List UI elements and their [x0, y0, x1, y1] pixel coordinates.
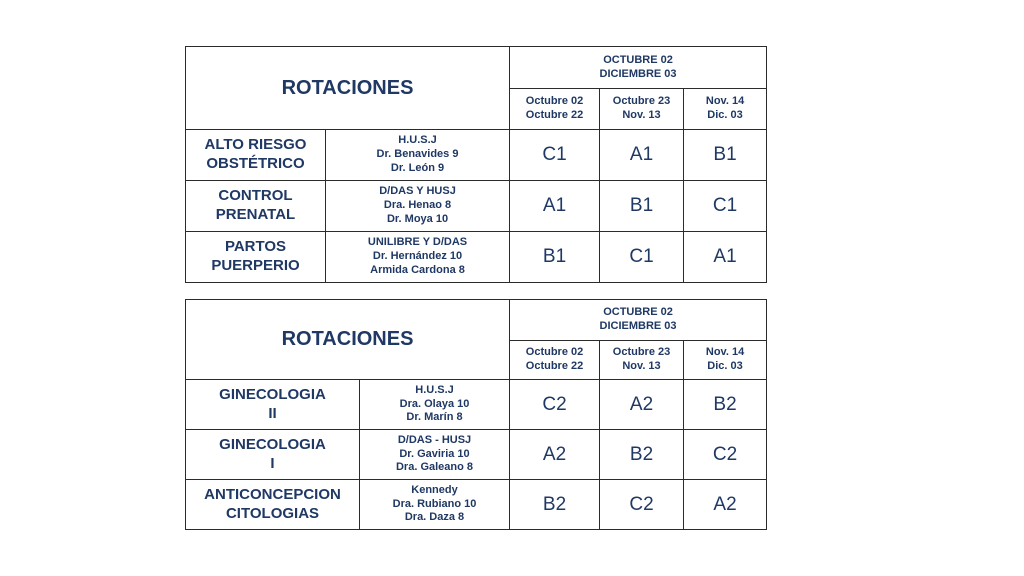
- table-row: [186, 380, 767, 430]
- group-cell: C2: [600, 480, 684, 530]
- group-cell: A1: [600, 130, 684, 181]
- group-cell: C2: [684, 430, 767, 480]
- group-cell: B2: [600, 430, 684, 480]
- table-row: [186, 430, 767, 480]
- group-cell: B1: [684, 130, 767, 181]
- group-cell: C1: [600, 232, 684, 283]
- subperiod-header: Octubre 02 Octubre 22: [510, 89, 600, 130]
- group-cell: A2: [600, 380, 684, 430]
- group-cell: A2: [510, 430, 600, 480]
- group-cell: C1: [510, 130, 600, 181]
- hospital-cell: UNILIBRE Y D/DAS Dr. Hernández 10 Armida Cardona 8: [326, 232, 510, 283]
- group-cell: A1: [510, 181, 600, 232]
- period-header: OCTUBRE 02 DICIEMBRE 03: [510, 300, 767, 341]
- hospital-cell: D/DAS - HUSJ Dr. Gaviria 10 Dra. Galeano 8: [360, 430, 510, 480]
- area-cell: GINECOLOGIA I: [186, 430, 360, 480]
- area-cell: ANTICONCEPCION CITOLOGIAS: [186, 480, 360, 530]
- table-title-cell: [186, 47, 510, 130]
- subperiod-header: Octubre 02 Octubre 22: [510, 341, 600, 380]
- group-cell: B1: [510, 232, 600, 283]
- group-cell: C1: [684, 181, 767, 232]
- group-cell: C2: [510, 380, 600, 430]
- hospital-cell: D/DAS Y HUSJ Dra. Henao 8 Dr. Moya 10: [326, 181, 510, 232]
- subperiod-header: Octubre 23 Nov. 13: [600, 89, 684, 130]
- table-row: [186, 480, 767, 530]
- table-title: ROTACIONES: [281, 328, 414, 350]
- group-cell: A1: [684, 232, 767, 283]
- group-cell: B1: [600, 181, 684, 232]
- subperiod-header: Nov. 14 Dic. 03: [684, 341, 767, 380]
- area-cell: PARTOS PUERPERIO: [186, 232, 326, 283]
- table-title-cell: [186, 300, 510, 380]
- table-title: ROTACIONES: [281, 76, 414, 99]
- table-row: [186, 232, 767, 283]
- subperiod-header: Octubre 23 Nov. 13: [600, 341, 684, 380]
- rotation-table-2: [185, 299, 767, 530]
- group-cell: A2: [684, 480, 767, 530]
- group-cell: B2: [510, 480, 600, 530]
- group-cell: B2: [684, 380, 767, 430]
- period-header: OCTUBRE 02 DICIEMBRE 03: [510, 47, 767, 89]
- area-cell: CONTROL PRENATAL: [186, 181, 326, 232]
- rotation-table-1: [185, 46, 767, 283]
- subperiod-header: Nov. 14 Dic. 03: [684, 89, 767, 130]
- hospital-cell: Kennedy Dra. Rubiano 10 Dra. Daza 8: [360, 480, 510, 530]
- table-row: [186, 130, 767, 181]
- hospital-cell: H.U.S.J Dr. Benavides 9 Dr. León 9: [326, 130, 510, 181]
- area-cell: GINECOLOGIA II: [186, 380, 360, 430]
- area-cell: ALTO RIESGO OBSTÉTRICO: [186, 130, 326, 181]
- hospital-cell: H.U.S.J Dra. Olaya 10 Dr. Marín 8: [360, 380, 510, 430]
- table-row: [186, 181, 767, 232]
